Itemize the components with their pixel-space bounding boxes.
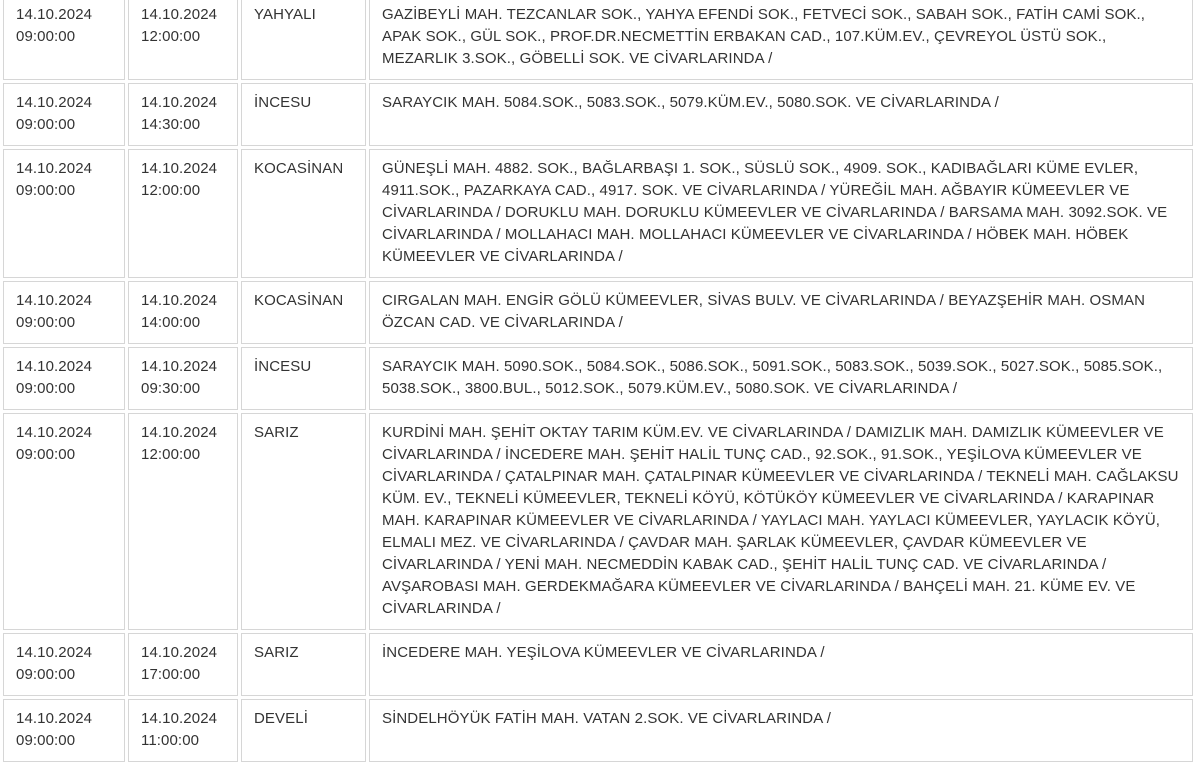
end-datetime-cell (128, 281, 238, 344)
start-date: 14.10.2024 (16, 424, 93, 441)
end-date: 14.10.2024 (141, 94, 218, 111)
locations-cell: KURDİNİ MAH. ŞEHİT OKTAY TARIM KÜM.EV. VE CİVARLARINDA / DAMIZLIK MAH. DAMIZLIK KÜMEEVLER VE CİVARLARINDA / İNCEDERE MAH. ŞEHİT HALİL TUNÇ CAD., 92.SOK., 91.SOK., YEŞİLOVA KÜMEEVLER VE CİVARLARINDA / ÇATALPINAR MAH. ÇATALPINAR KÜMEEVLER VE CİVARLARINDA / TEKNELİ MAH. CAĞLAKSU KÜM. EV., TEKNELİ KÜMEEVLER, TEKNELİ KÖYÜ, KÖTÜKÖY KÜMEEVLER VE CİVARLARINDA / KARAPINAR MAH. KARAPINAR KÜMEEVLER VE CİVARLARINDA / YAYLACI MAH. YAYLACI KÜMEEVLER, YAYLACIK KÖYÜ, ELMALI MEZ. VE CİVARLARINDA / ÇAVDAR MAH. ŞARLAK KÜMEEVLER, ÇAVDAR KÜMEEVLER VE CİVARLARINDA / YENİ MAH. NECMEDDİN KABAK CAD., ŞEHİT HALİL TUNÇ CAD. VE CİVARLARINDA / AVŞAROBASI MAH. GERDEKMAĞARA KÜMEEVLER VE CİVARLARINDA / BAHÇELİ MAH. 21. KÜME EV. VE CİVARLARINDA / (369, 413, 1193, 630)
table-row (3, 281, 1193, 344)
start-datetime-cell (3, 413, 125, 630)
start-datetime-cell (3, 347, 125, 410)
end-datetime-cell (128, 633, 238, 696)
start-date: 14.10.2024 (16, 358, 93, 375)
start-time: 09:00:00 (16, 732, 76, 749)
start-time: 09:00:00 (16, 28, 76, 45)
end-time: 11:00:00 (141, 732, 200, 749)
start-datetime-cell (3, 281, 125, 344)
end-date: 14.10.2024 (141, 6, 218, 23)
start-datetime-cell (3, 83, 125, 146)
district-cell: SARIZ (241, 633, 366, 696)
locations-cell: GÜNEŞLİ MAH. 4882. SOK., BAĞLARBAŞI 1. SOK., SÜSLÜ SOK., 4909. SOK., KADIBAĞLARI KÜME EVLER, 4911.SOK., PAZARKAYA CAD., 4917. SOK. VE CİVARLARINDA / YÜREĞİL MAH. AĞBAYIR KÜMEEVLER VE CİVARLARINDA / DORUKLU MAH. DORUKLU KÜMEEVLER VE CİVARLARINDA / BARSAMA MAH. 3092.SOK. VE CİVARLARINDA / MOLLAHACI MAH. MOLLAHACI KÜMEEVLER VE CİVARLARINDA / HÖBEK MAH. HÖBEK KÜMEEVLER VE CİVARLARINDA / (369, 149, 1193, 278)
district-cell: SARIZ (241, 413, 366, 630)
end-time: 12:00:00 (141, 182, 201, 199)
end-time: 17:00:00 (141, 666, 201, 683)
end-date: 14.10.2024 (141, 424, 218, 441)
start-time: 09:00:00 (16, 182, 76, 199)
start-date: 14.10.2024 (16, 292, 93, 309)
district-cell: YAHYALI (241, 0, 366, 80)
end-datetime-cell (128, 347, 238, 410)
table-row (3, 83, 1193, 146)
end-datetime-cell (128, 413, 238, 630)
table-row (3, 699, 1193, 762)
locations-cell: SARAYCIK MAH. 5090.SOK., 5084.SOK., 5086.SOK., 5091.SOK., 5083.SOK., 5039.SOK., 5027.SOK., 5085.SOK., 5038.SOK., 3800.BUL., 5012.SOK., 5079.KÜM.EV., 5080.SOK. VE CİVARLARINDA / (369, 347, 1193, 410)
start-time: 09:00:00 (16, 116, 76, 133)
district-cell: DEVELİ (241, 699, 366, 762)
end-date: 14.10.2024 (141, 644, 218, 661)
district-cell: İNCESU (241, 83, 366, 146)
table-row (3, 0, 1193, 80)
start-date: 14.10.2024 (16, 160, 93, 177)
start-datetime-cell (3, 633, 125, 696)
table-row (3, 413, 1193, 630)
end-time: 09:30:00 (141, 380, 201, 397)
start-date: 14.10.2024 (16, 644, 93, 661)
start-date: 14.10.2024 (16, 94, 93, 111)
end-time: 14:00:00 (141, 314, 201, 331)
district-cell: KOCASİNAN (241, 281, 366, 344)
start-time: 09:00:00 (16, 446, 76, 463)
locations-cell: SARAYCIK MAH. 5084.SOK., 5083.SOK., 5079.KÜM.EV., 5080.SOK. VE CİVARLARINDA / (369, 83, 1193, 146)
start-datetime-cell (3, 699, 125, 762)
end-datetime-cell (128, 699, 238, 762)
end-date: 14.10.2024 (141, 160, 218, 177)
end-date: 14.10.2024 (141, 710, 218, 727)
start-time: 09:00:00 (16, 314, 76, 331)
locations-cell: CIRGALAN MAH. ENGİR GÖLÜ KÜMEEVLER, SİVAS BULV. VE CİVARLARINDA / BEYAZŞEHİR MAH. OSMAN ÖZCAN CAD. VE CİVARLARINDA / (369, 281, 1193, 344)
district-cell: İNCESU (241, 347, 366, 410)
end-date: 14.10.2024 (141, 358, 218, 375)
start-time: 09:00:00 (16, 380, 76, 397)
locations-cell: SİNDELHÖYÜK FATİH MAH. VATAN 2.SOK. VE CİVARLARINDA / (369, 699, 1193, 762)
start-datetime-cell (3, 149, 125, 278)
end-time: 14:30:00 (141, 116, 201, 133)
locations-cell: GAZİBEYLİ MAH. TEZCANLAR SOK., YAHYA EFENDİ SOK., FETVECİ SOK., SABAH SOK., FATİH CAMİ SOK., APAK SOK., GÜL SOK., PROF.DR.NECMETTİN ERBAKAN CAD., 107.KÜM.EV., ÇEVREYOL ÜSTÜ SOK., MEZARLIK 3.SOK., GÖBELLİ SOK. VE CİVARLARINDA / (369, 0, 1193, 80)
locations-cell: İNCEDERE MAH. YEŞİLOVA KÜMEEVLER VE CİVARLARINDA / (369, 633, 1193, 696)
start-time: 09:00:00 (16, 666, 76, 683)
start-date: 14.10.2024 (16, 710, 93, 727)
end-time: 12:00:00 (141, 446, 201, 463)
end-datetime-cell (128, 0, 238, 80)
start-datetime-cell (3, 0, 125, 80)
end-datetime-cell (128, 83, 238, 146)
table-row (3, 633, 1193, 696)
table-row (3, 347, 1193, 410)
end-time: 12:00:00 (141, 28, 201, 45)
district-cell: KOCASİNAN (241, 149, 366, 278)
table-row (3, 149, 1193, 278)
end-datetime-cell (128, 149, 238, 278)
end-date: 14.10.2024 (141, 292, 218, 309)
start-date: 14.10.2024 (16, 6, 93, 23)
